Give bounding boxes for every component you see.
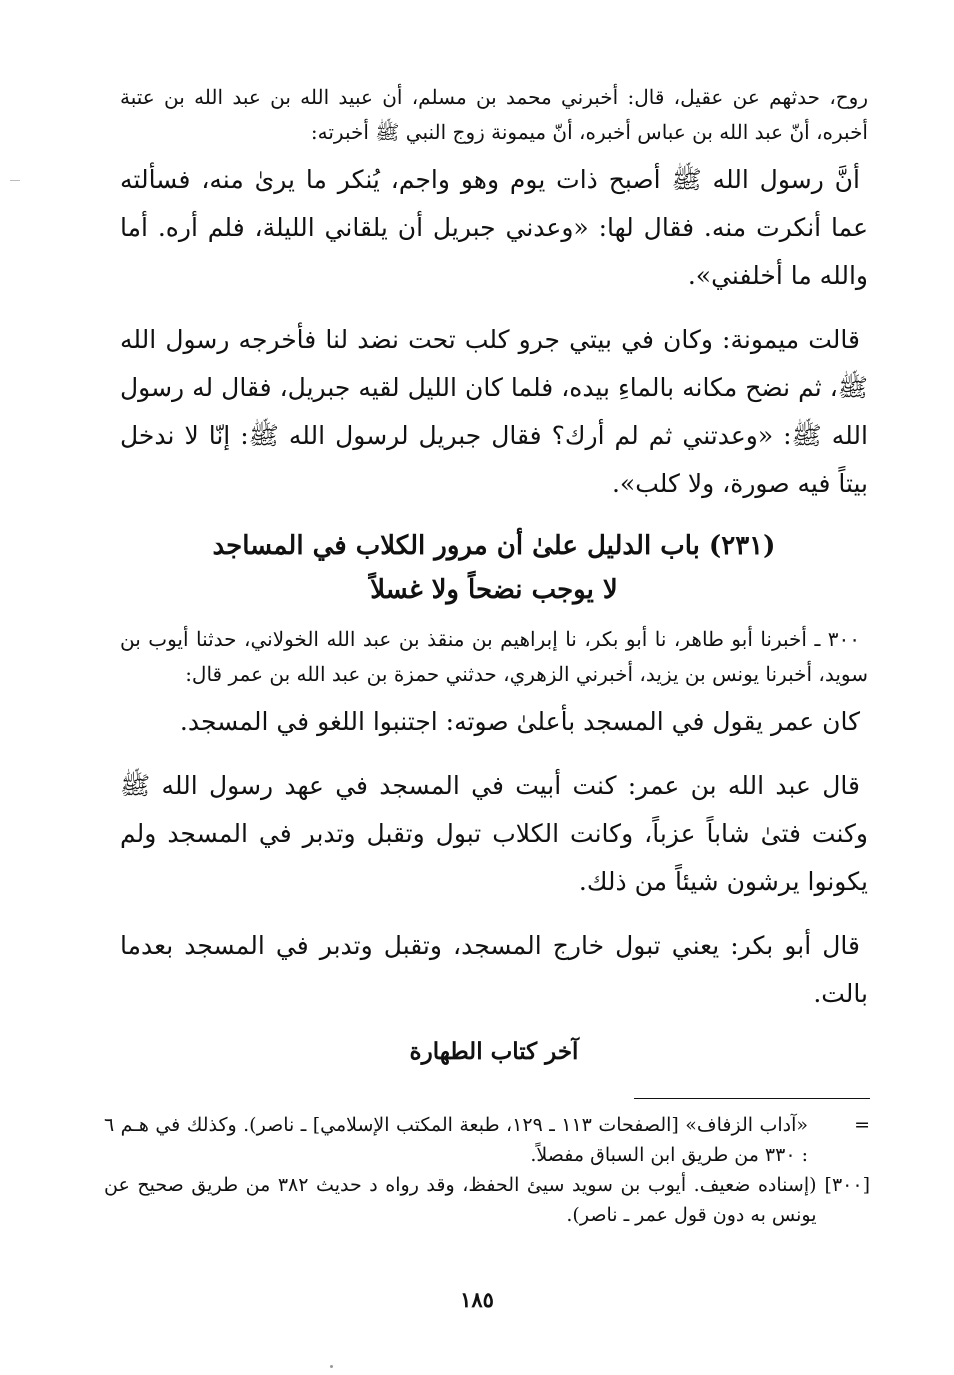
abu-bakr-comment: قال أبو بكر: يعني تبول خارج المسجد، وتقبل وتدبر في المسجد بعدما بالت. [120, 931, 868, 1008]
umar-saying: كان عمر يقول في المسجد بأعلىٰ صوته: اجتنبوا اللغو في المسجد. [179, 707, 860, 736]
footnote-text: (إسناده ضعيف. أيوب بن سويد سيئ الحفظ، وقد رواه د حديث ٣٨٢ من طريق صحيح عن يونس به دون قول عمر ـ ناصر). [104, 1174, 817, 1226]
footnote-separator [634, 1098, 870, 1099]
footnote [104, 1170, 870, 1230]
isnad-continuation: روح، حدثهم عن عقيل، قال: أخبرني محمد بن مسلم، أن عبيد الله بن عبد الله بن عتبة أخبره، أنّ عبد الله بن عباس أخبره، أنّ ميمونة زوج النبي ﷺ أخبرته: [120, 85, 868, 144]
hadith-text: أنَّ رسول الله ﷺ أصبح ذات يوم وهو واجم، يُنكر ما يرىٰ منه، فسألته عما أنكرت منه. فقال لها: «وعدني جبريل أن يلقاني الليلة، فلم أره. أما والله ما أخلفني». [120, 165, 868, 290]
page-number: ١٨٥ [460, 1287, 494, 1312]
hadith-300-isnad: ٣٠٠ ـ أخبرنا أبو طاهر، نا أبو بكر، نا إبراهيم بن منقذ بن عبد الله الخولاني، حدثنا أيوب بن سويد، أخبرنا يونس بن يزيد، أخبرني الزهري، حدثني حمزة بن عبد الله بن عمر قال: [120, 627, 868, 686]
scan-margin-mark [10, 180, 20, 181]
chapter-heading-line-2: لا يوجب نضحاً ولا غسلاً [370, 575, 618, 605]
footnote-marker: [٣٠٠] [824, 1174, 870, 1196]
chapter-heading-line-1: (٢٣١) باب الدليل علىٰ أن مرور الكلاب في المساجد [212, 531, 776, 561]
footnote-text: «آداب الزفاف» [الصفحات ١١٣ ـ ١٢٩، طبعة المكتب الإسلامي] ـ ناصر). وكذلك في هـم ٦ : ٣٣٠ من طريق ابن السباق مفصلاً. [104, 1114, 808, 1166]
footnote [104, 1110, 870, 1170]
maymuna-narration: قالت ميمونة: وكان في بيتي جرو كلب تحت نضد لنا فأخرجه رسول الله ﷺ، ثم نضح مكانه بالماءِ بيده، فلما كان الليل لقيه جبريل، فقال له رسول الله ﷺ: «وعدتني ثم لم أرك؟ فقال جبريل لرسول الله ﷺ: إنّا لا ندخل بيتاً فيه صورة، ولا كلب». [120, 325, 868, 498]
scan-speck [330, 1365, 333, 1368]
page-body [120, 80, 868, 1070]
footnote-marker: = [854, 1114, 870, 1136]
footnotes [104, 1110, 870, 1230]
chapter-heading [120, 524, 868, 612]
ibn-umar-narration: قال عبد الله بن عمر: كنت أبيت في المسجد في عهد رسول الله ﷺ وكنت فتىٰ شاباً عزباً، وكانت الكلاب تبول وتقبل وتدبر في المسجد ولم يكونوا يرشون شيئاً من ذلك. [120, 771, 868, 896]
book-end-title: آخر كتاب الطهارة [409, 1038, 579, 1065]
